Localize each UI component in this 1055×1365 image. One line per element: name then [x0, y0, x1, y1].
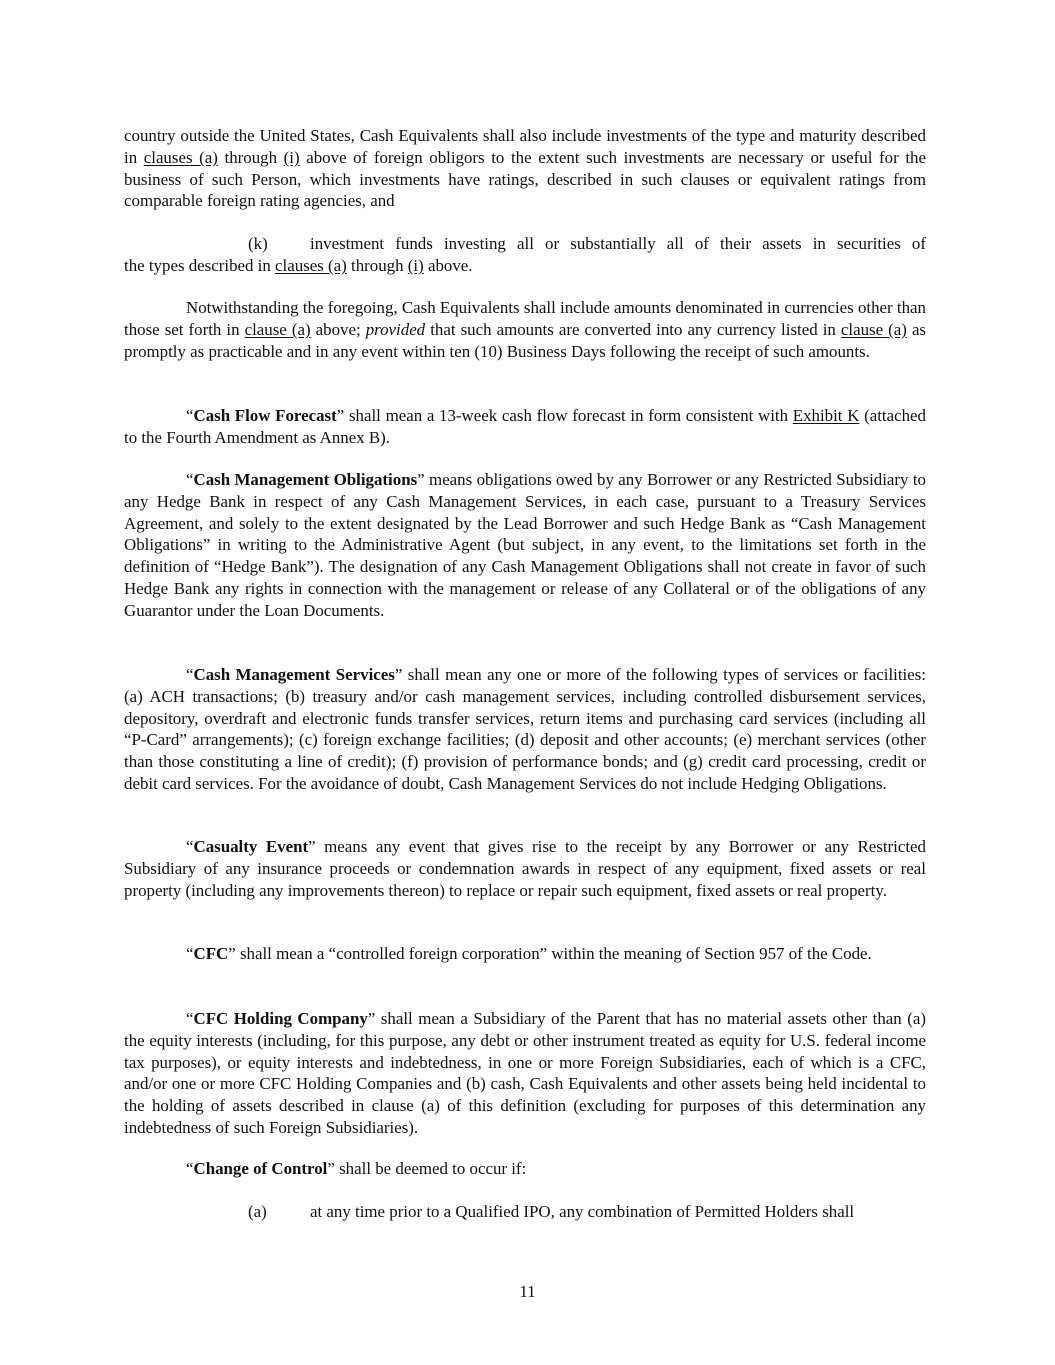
- clause-reference: clauses (a): [275, 256, 347, 275]
- paragraph-cash-equivalents-continued: country outside the United States, Cash Equivalents shall also include investments of the type and maturity described in clauses (a) through (i) above of foreign obligors to the extent such investments are necessary or useful for the business of such Person, which investments have ratings, described in such clauses or equivalent ratings from comparable foreign rating agencies, and: [124, 126, 926, 211]
- definition-change-of-control: “Change of Control” shall be deemed to occur if:: [186, 1159, 527, 1178]
- paragraph-notwithstanding: Notwithstanding the foregoing, Cash Equivalents shall include amounts denominated in currencies other than those set forth in clause (a) above; provided that such amounts are converted into any currency listed in clause (a) as promptly as practicable and in any event within ten (10) Business Days following the receipt of such amounts.: [124, 298, 927, 361]
- defined-term: Cash Management Obligations: [193, 470, 418, 489]
- clause-reference: clause (a): [244, 319, 311, 339]
- clause-reference: clause (a): [840, 319, 907, 339]
- clause-reference: (i): [283, 147, 300, 167]
- definition-cash-management-services: “Cash Management Services” shall mean any one or more of the following types of services or facilities: (a) ACH transactions; (b) treasury and/or cash management services, including controlled disbursement services, depository, overdraft and electronic funds transfer services, return items and purchasing card services (including all “P-Card” arrangements); (c) foreign exchange facilities; (d) deposit and other accounts; (e) merchant services (other than those constituting a line of credit); (f) provision of performance bonds; and (g) credit card processing, credit or debit card services. For the avoidance of doubt, Cash Management Services do not include Hedging Obligations.: [124, 665, 926, 793]
- clause-k-text-line2: the types described in clauses (a) through (i) above.: [124, 256, 473, 275]
- defined-term: CFC Holding Company: [193, 1009, 368, 1028]
- defined-term: CFC: [193, 944, 229, 963]
- exhibit-reference: Exhibit K: [792, 406, 860, 425]
- defined-term: Cash Management Services: [193, 665, 395, 684]
- defined-term: Casualty Event: [193, 837, 309, 856]
- definition-cfc-holding-company: “CFC Holding Company” shall mean a Subsidiary of the Parent that has no material assets other than (a) the equity interests (including, for this purpose, any debt or other instrument treated as equity for U.S. federal income tax purposes), or equity interests and indebtedness, in one or more Foreign Subsidiaries, each of which is a CFC, and/or one or more CFC Holding Companies and (b) cash, Cash Equivalents and other assets being held incidental to the holding of assets described in clause (a) of this definition (excluding for purposes of this determination any indebtedness of such Foreign Subsidiaries).: [124, 1009, 926, 1137]
- definition-cash-management-obligations: “Cash Management Obligations” means obligations owed by any Borrower or any Restricted Subsidiary to any Hedge Bank in respect of any Cash Management Services, in each case, pursuant to a Treasury Services Agreement, and solely to the extent designated by the Lead Borrower and such Hedge Bank as “Cash Management Obligations” in writing to the Administrative Agent (but subject, in any event, to the limitations set forth in the definition of “Hedge Bank”). The designation of any Cash Management Obligations shall not create in favor of such Hedge Bank any rights in connection with the management or release of any Collateral or of the obligations of any Guarantor under the Loan Documents.: [124, 470, 926, 620]
- clause-a-label: (a): [248, 1202, 267, 1221]
- defined-term: Change of Control: [193, 1159, 328, 1178]
- definition-cash-flow-forecast: “Cash Flow Forecast” shall mean a 13-week cash flow forecast in form consistent with Exhibit K (attached to the Fourth Amendment as Annex B).: [124, 406, 926, 447]
- clause-reference: clauses (a): [143, 147, 218, 167]
- definition-cfc: “CFC” shall mean a “controlled foreign corporation” within the meaning of Section 957 of the Code.: [186, 944, 872, 963]
- page-number: 11: [519, 1282, 536, 1301]
- defined-term: Cash Flow Forecast: [193, 406, 337, 425]
- definition-casualty-event: “Casualty Event” means any event that gives rise to the receipt by any Borrower or any Restricted Subsidiary of any insurance proceeds or condemnation awards in respect of any equipment, fixed assets or real property (including any improvements thereon) to replace or repair such equipment, fixed assets or real property.: [124, 837, 926, 900]
- clause-reference: (i): [407, 256, 424, 275]
- clause-k-label: (k): [248, 234, 268, 253]
- clause-a-text: at any time prior to a Qualified IPO, any combination of Permitted Holders shall: [310, 1202, 855, 1221]
- clause-k-text-line1: investment funds investing all or substantially all of their assets in securities of: [310, 234, 926, 253]
